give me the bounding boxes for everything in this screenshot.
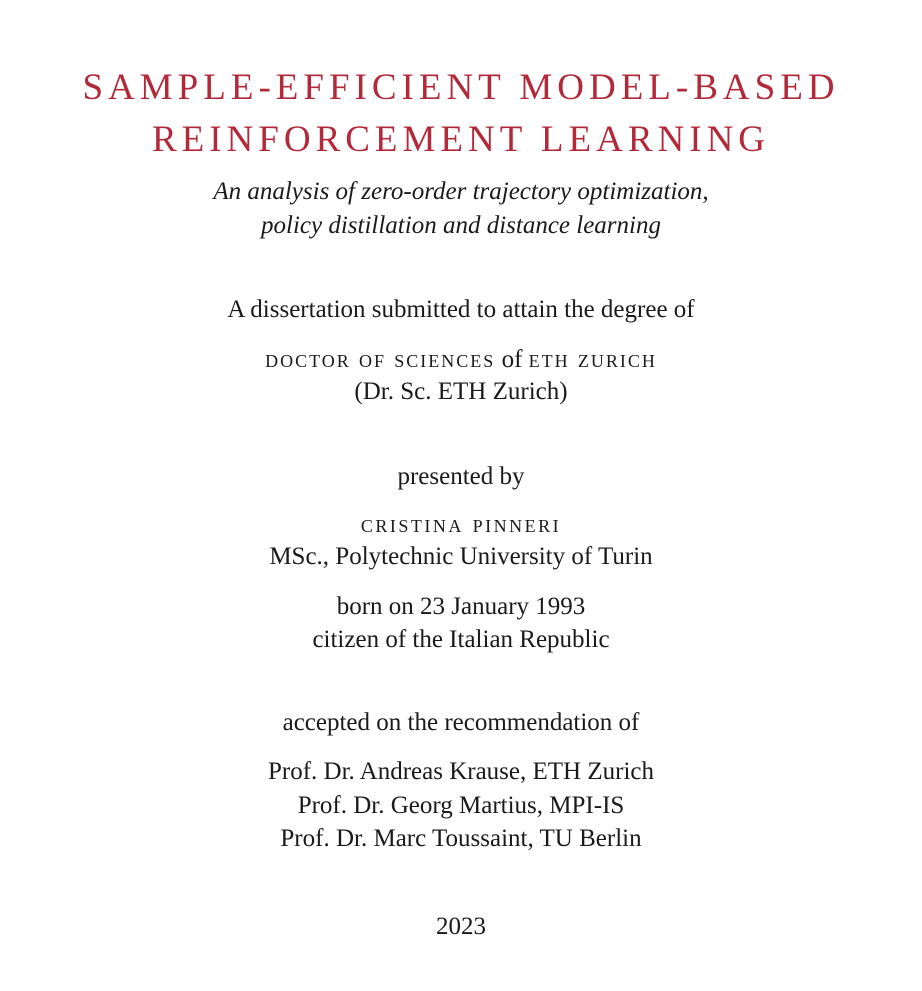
degree-institution: eth zurich <box>528 346 657 373</box>
title-line-2: REINFORCEMENT LEARNING <box>151 119 771 160</box>
degree-name: doctor of sciences <box>265 346 496 373</box>
author-name-line <box>0 509 922 541</box>
author-birth: born on 23 January 1993 <box>336 593 586 620</box>
degree-abbreviation: (Dr. Sc. ETH Zurich) <box>354 378 568 405</box>
author-citizenship: citizen of the Italian Republic <box>312 626 610 653</box>
committee-intro: accepted on the recommendation of <box>282 709 640 736</box>
title-line-1: SAMPLE-EFFICIENT MODEL-BASED <box>82 67 840 108</box>
committee-member: Prof. Dr. Marc Toussaint, TU Berlin <box>280 825 642 852</box>
author-qualification: MSc., Polytechnic University of Turin <box>269 543 653 570</box>
presented-by: presented by <box>397 463 525 490</box>
subtitle-line-2: policy distillation and distance learning <box>261 212 661 239</box>
subtitle-line-1: An analysis of zero-order trajectory optimization, <box>213 178 709 205</box>
degree-of: of <box>501 346 523 373</box>
author-name: cristina pinneri <box>360 511 562 538</box>
submission-statement: A dissertation submitted to attain the degree of <box>227 296 695 323</box>
committee-member: Prof. Dr. Georg Martius, MPI-IS <box>297 792 625 819</box>
committee-member: Prof. Dr. Andreas Krause, ETH Zurich <box>267 758 654 785</box>
year: 2023 <box>436 913 486 940</box>
degree-line <box>0 344 922 376</box>
